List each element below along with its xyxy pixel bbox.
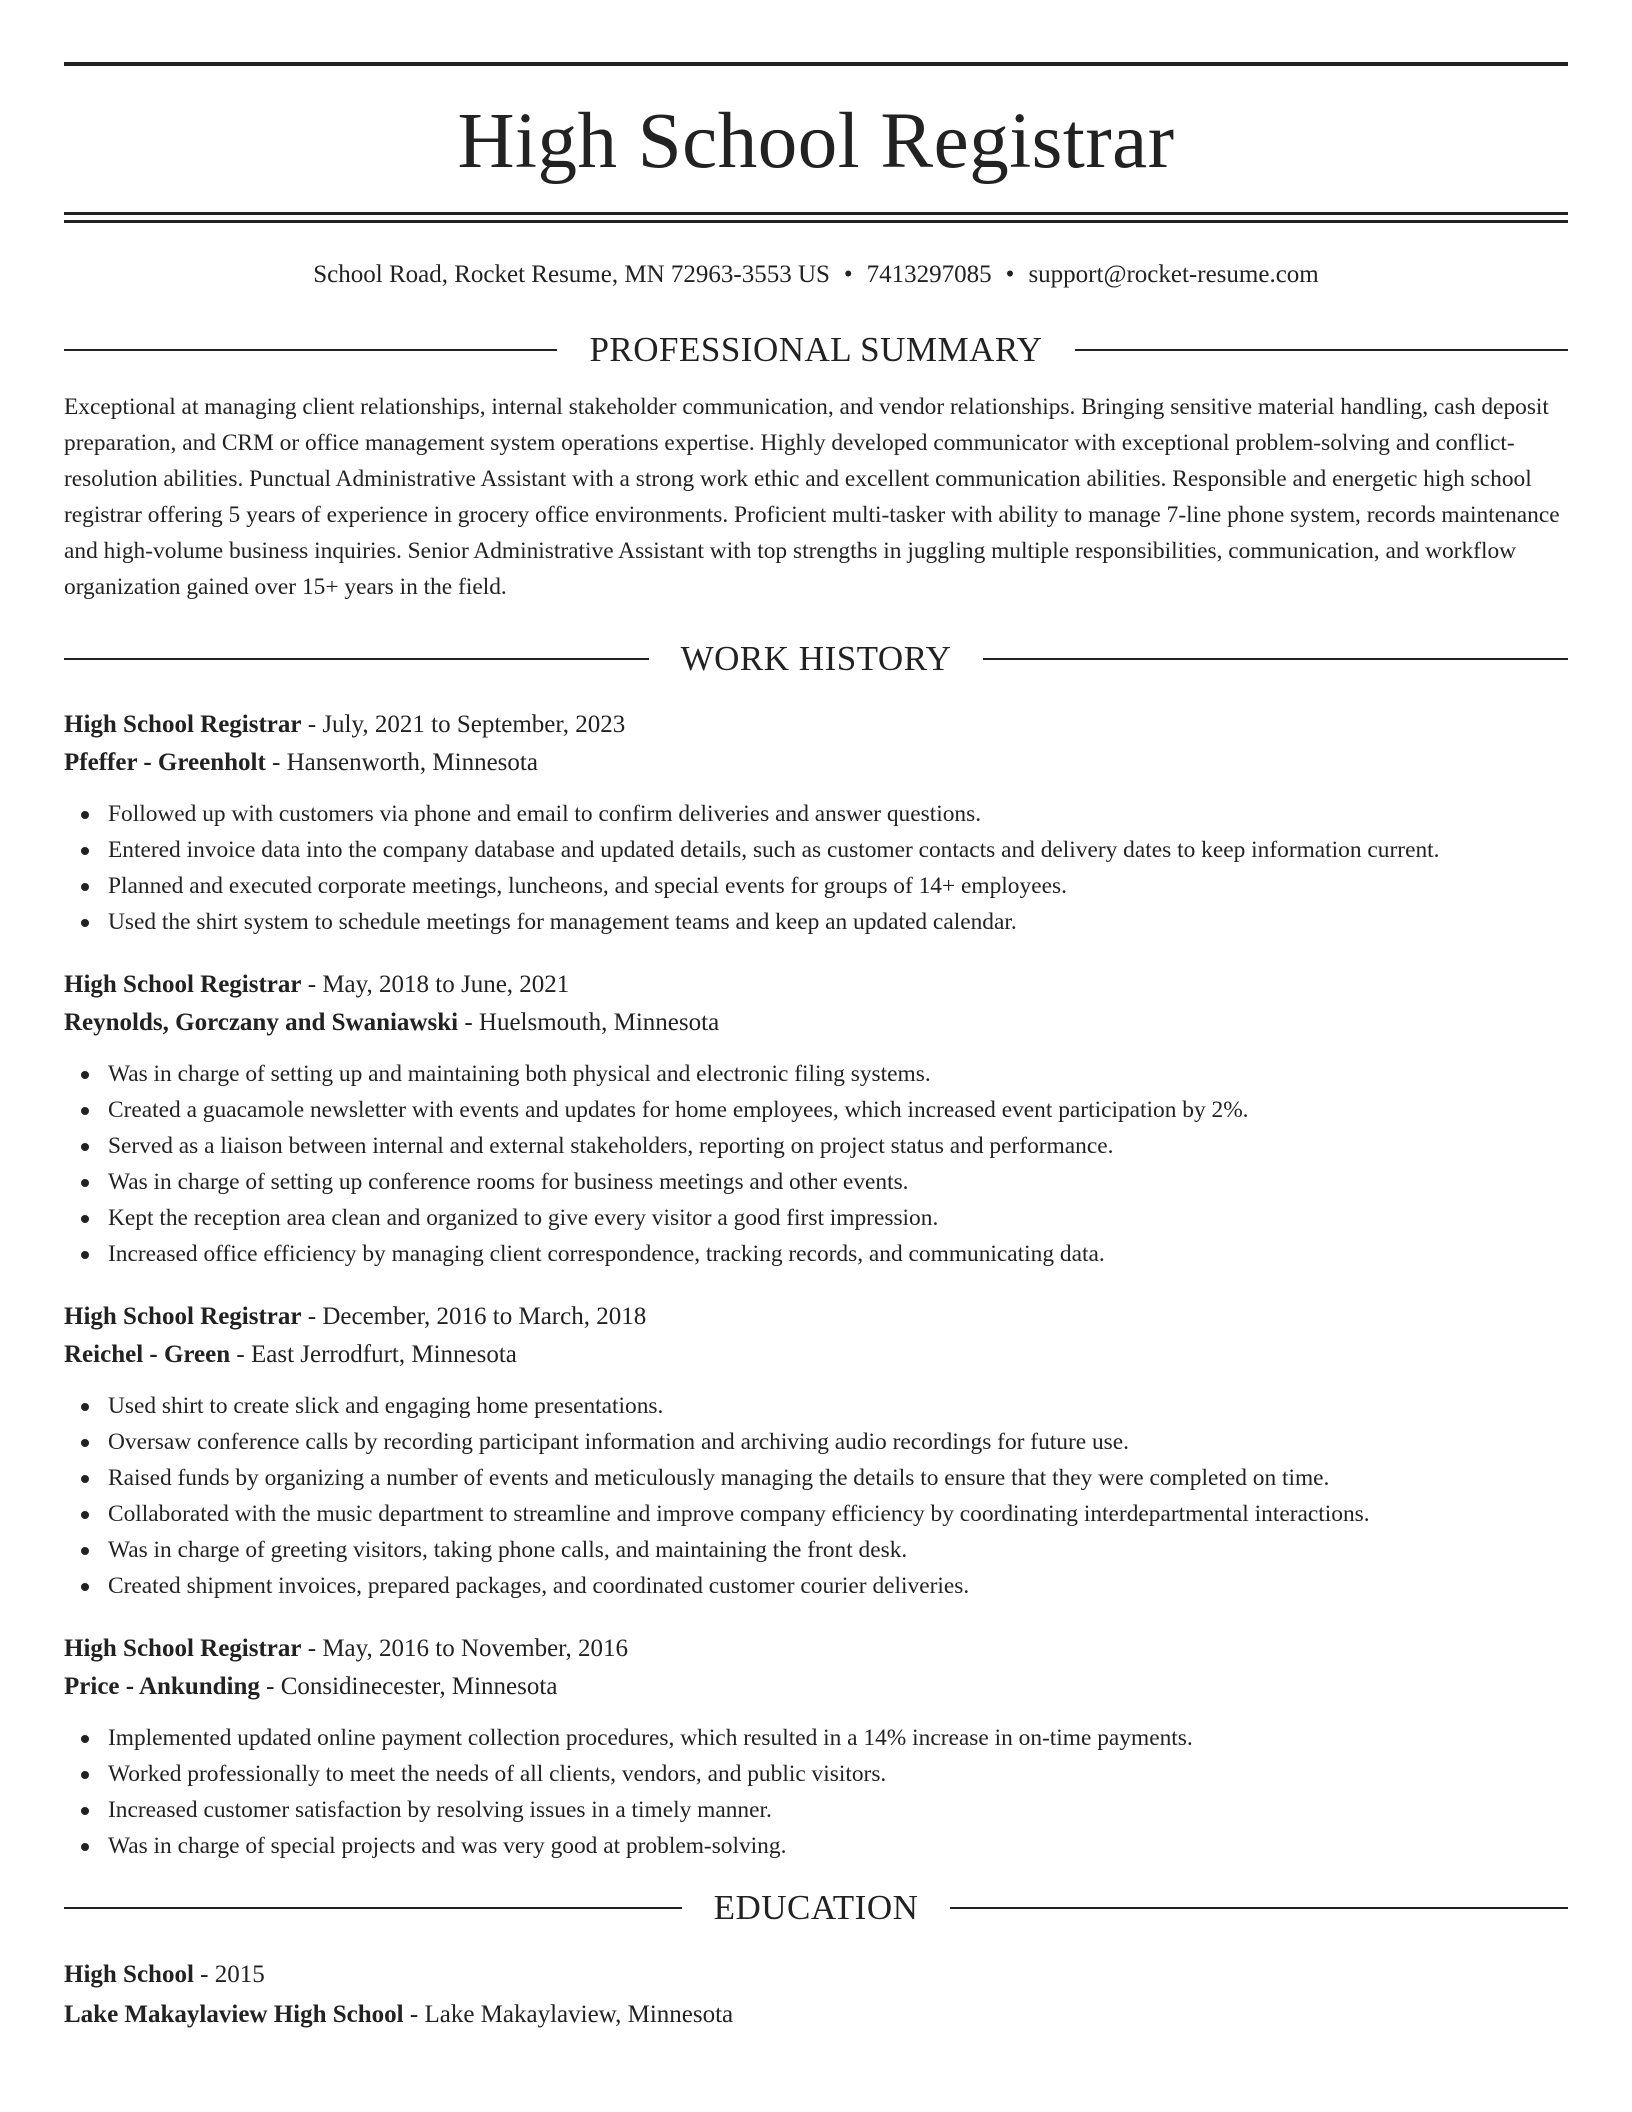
contact-phone: 7413297085 [866, 261, 992, 288]
heading-rule-left [64, 658, 649, 660]
contact-line [64, 260, 1568, 290]
top-rule [64, 62, 1568, 66]
section-heading-label: EDUCATION [713, 1888, 919, 1927]
work-history-list [64, 706, 1568, 1864]
heading-rule-left [64, 1907, 682, 1909]
list-item: Raised funds by organizing a number of events and meticulously managing the details to ensure that they were completed on time. [64, 1460, 1568, 1496]
list-item: Kept the reception area clean and organized to give every visitor a good first impression. [64, 1200, 1568, 1236]
education-year: - 2015 [193, 1961, 265, 1988]
heading-rule-left [64, 349, 557, 351]
section-heading-label: PROFESSIONAL SUMMARY [589, 330, 1043, 369]
section-heading-summary [64, 332, 1568, 367]
list-item: Collaborated with the music department to streamline and improve company efficiency by coordinating interdepartmental interactions. [64, 1496, 1568, 1532]
job-bullets [64, 1388, 1568, 1604]
education-school: Lake Makaylaview High School [64, 2001, 404, 2028]
heading-rule-right [983, 658, 1568, 660]
job-location: - Hansenworth, Minnesota [265, 749, 538, 776]
list-item: Created a guacamole newsletter with events and updates for home employees, which increased event participation by 2%. [64, 1092, 1568, 1128]
education-location: - Lake Makaylaview, Minnesota [403, 2001, 734, 2028]
contact-address: School Road, Rocket Resume, MN 72963-3553 US [313, 261, 830, 288]
education-degree: High School [64, 1961, 194, 1988]
job-dates: - May, 2018 to June, 2021 [301, 971, 570, 998]
list-item: Implemented updated online payment collection procedures, which resulted in a 14% increase in on-time payments. [64, 1720, 1568, 1756]
job-dates: - July, 2021 to September, 2023 [301, 711, 626, 738]
job-bullets [64, 796, 1568, 940]
list-item: Was in charge of setting up conference rooms for business meetings and other events. [64, 1164, 1568, 1200]
list-item: Worked professionally to meet the needs of all clients, vendors, and public visitors. [64, 1756, 1568, 1792]
job-bullets [64, 1056, 1568, 1272]
heading-rule-right [950, 1907, 1568, 1909]
job-title: High School Registrar [64, 711, 302, 738]
list-item: Was in charge of setting up and maintaining both physical and electronic filing systems. [64, 1056, 1568, 1092]
job-company: Reynolds, Gorczany and Swaniawski [64, 1009, 459, 1036]
summary-text: Exceptional at managing client relationships, internal stakeholder communication, and vendor relationships. Bringing sensitive material handling, cash deposit preparation, and CRM or office management system operations expertise. Highly developed communicator with exceptional problem-solving and conflict-resolution abilities. Punctual Administrative Assistant with a strong work ethic and excellent communication abilities. Responsible and energetic high school registrar offering 5 years of experience in grocery office environments. Proficient multi-tasker with ability to manage 7-line phone system, records maintenance and high-volume business inquiries. Senior Administrative Assistant with top strengths in juggling multiple responsibilities, communication, and workflow organization gained over 15+ years in the field. [64, 394, 1560, 600]
job-title: High School Registrar [64, 1635, 302, 1662]
job-company: Pfeffer - Greenholt [64, 749, 266, 776]
list-item: Entered invoice data into the company database and updated details, such as customer contacts and delivery dates to keep information current. [64, 832, 1568, 868]
title-double-rule [64, 212, 1568, 223]
job-entry [64, 1630, 1568, 1864]
list-item: Followed up with customers via phone and email to confirm deliveries and answer questions. [64, 796, 1568, 832]
contact-separator: • [1005, 261, 1015, 288]
list-item: Was in charge of special projects and was very good at problem-solving. [64, 1828, 1568, 1864]
job-location: - Huelsmouth, Minnesota [458, 1009, 720, 1036]
education-entry [64, 1955, 1568, 2035]
list-item: Oversaw conference calls by recording participant information and archiving audio recordings for future use. [64, 1424, 1568, 1460]
heading-rule-right [1075, 349, 1568, 351]
list-item: Created shipment invoices, prepared packages, and coordinated customer courier deliveries. [64, 1568, 1568, 1604]
list-item: Was in charge of greeting visitors, taking phone calls, and maintaining the front desk. [64, 1532, 1568, 1568]
job-dates: - December, 2016 to March, 2018 [301, 1303, 647, 1330]
job-company: Reichel - Green [64, 1341, 231, 1368]
job-location: - Considinecester, Minnesota [259, 1673, 558, 1700]
list-item: Planned and executed corporate meetings, luncheons, and special events for groups of 14+ employees. [64, 868, 1568, 904]
list-item: Increased office efficiency by managing client correspondence, tracking records, and communicating data. [64, 1236, 1568, 1272]
job-bullets [64, 1720, 1568, 1864]
job-entry [64, 706, 1568, 940]
job-dates: - May, 2016 to November, 2016 [301, 1635, 628, 1662]
section-heading-work-history [64, 641, 1568, 676]
list-item: Used the shirt system to schedule meetings for management teams and keep an updated calendar. [64, 904, 1568, 940]
list-item: Served as a liaison between internal and external stakeholders, reporting on project status and performance. [64, 1128, 1568, 1164]
contact-separator: • [843, 261, 853, 288]
job-entry [64, 1298, 1568, 1604]
contact-email: support@rocket-resume.com [1028, 261, 1319, 288]
section-heading-education [64, 1890, 1568, 1925]
list-item: Increased customer satisfaction by resolving issues in a timely manner. [64, 1792, 1568, 1828]
job-company: Price - Ankunding [64, 1673, 260, 1700]
job-title: High School Registrar [64, 1303, 302, 1330]
job-location: - East Jerrodfurt, Minnesota [230, 1341, 517, 1368]
job-entry [64, 966, 1568, 1272]
resume-title: High School Registrar [457, 98, 1175, 185]
section-heading-label: WORK HISTORY [680, 639, 952, 678]
job-title: High School Registrar [64, 971, 302, 998]
list-item: Used shirt to create slick and engaging home presentations. [64, 1388, 1568, 1424]
